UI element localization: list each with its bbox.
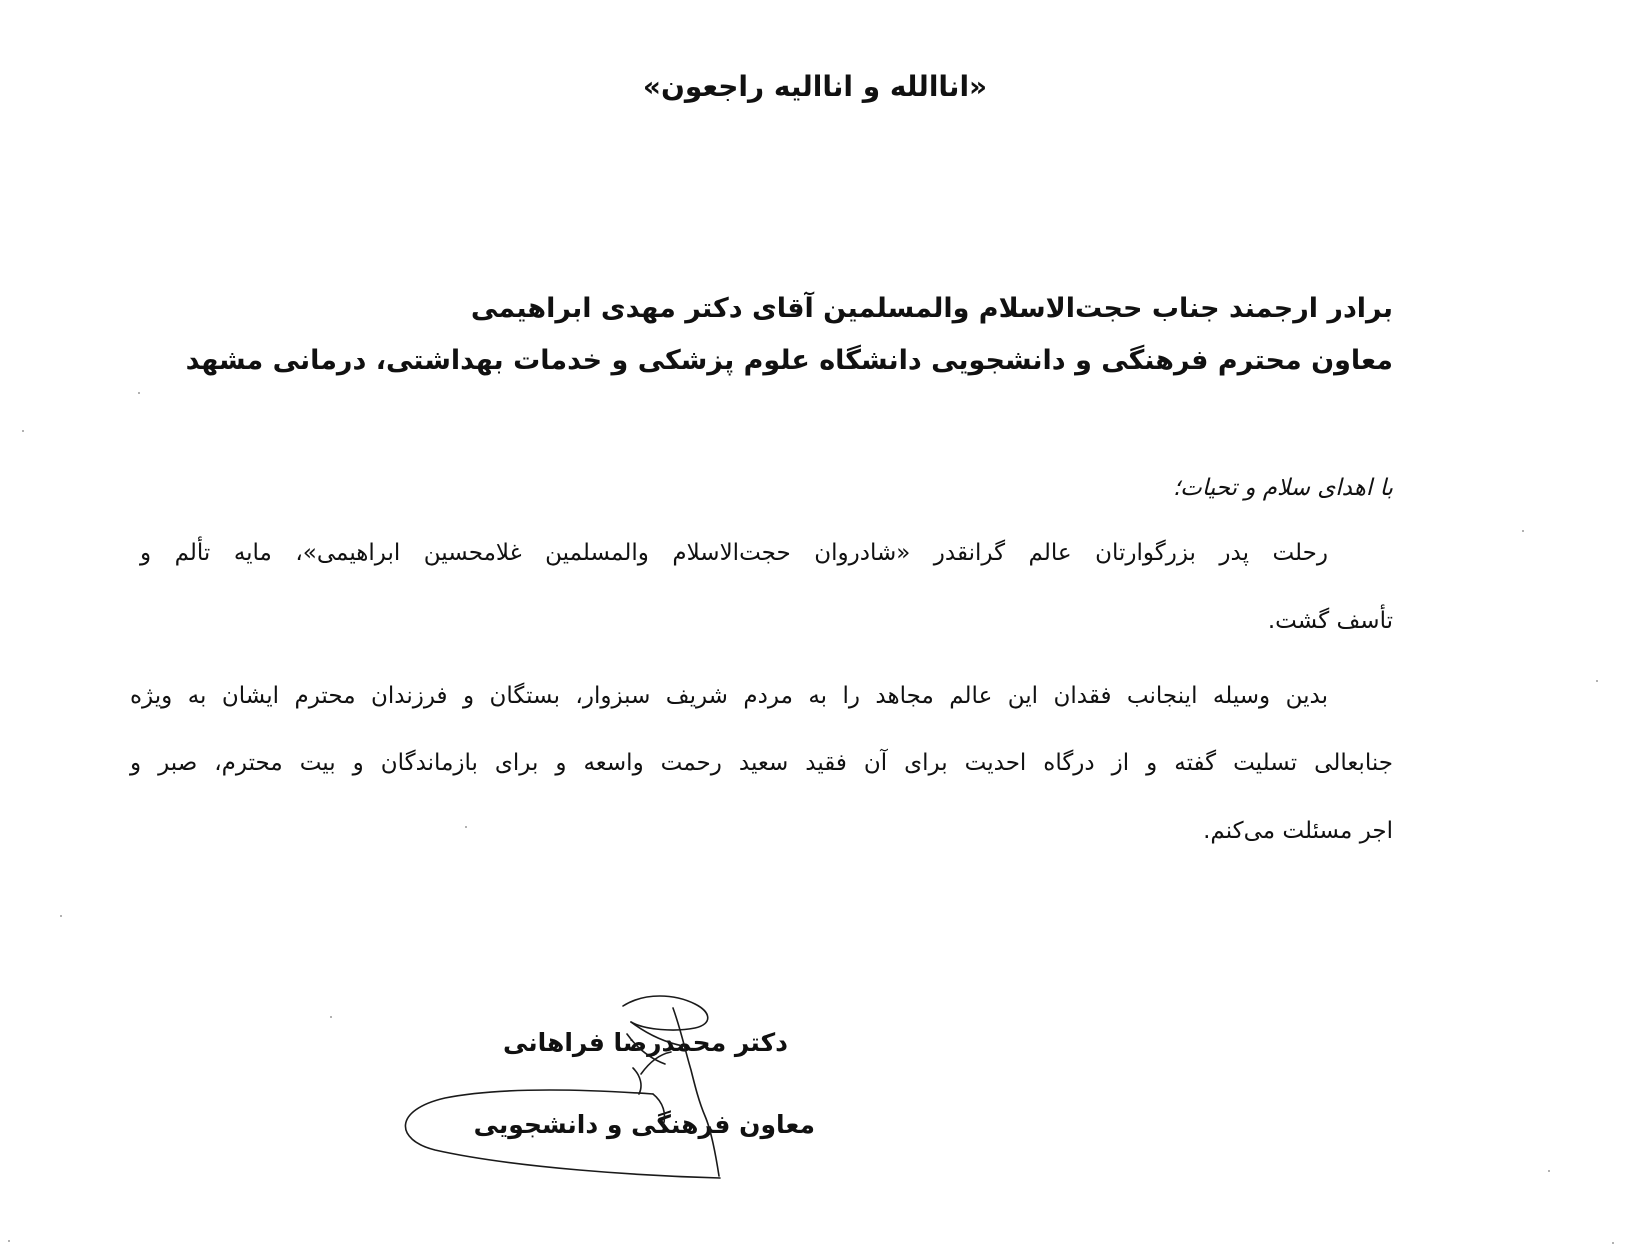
- paragraph-1-line-2: تأسف گشت.: [1267, 608, 1393, 634]
- religious-phrase-heading: «اناالله و اناالیه راجعون»: [642, 70, 988, 103]
- scan-speck: [138, 392, 140, 394]
- scan-speck: [1548, 1170, 1550, 1172]
- paragraph-1-line-1: رحلت پدر بزرگوارتان عالم گرانقدر «شادروان حجت‌الاسلام والمسلمین غلامحسین ابراهیمی»، مایه تألم و: [140, 540, 1328, 566]
- scan-speck: [1612, 1242, 1614, 1244]
- scan-speck: [60, 915, 62, 917]
- scan-speck: [22, 430, 24, 432]
- scan-speck: [465, 826, 467, 828]
- handwritten-signature: [395, 990, 815, 1190]
- paragraph-2-line-2: جنابعالی تسلیت گفته و از درگاه احدیت برای آن فقید سعید رحمت واسعه و برای بازماندگان و بیت محترم، صبر و: [130, 750, 1393, 776]
- addressee-line-1: برادر ارجمند جناب حجت‌الاسلام والمسلمین آقای دکتر مهدی ابراهیمی: [470, 293, 1393, 324]
- scan-speck: [330, 1016, 332, 1018]
- scan-speck: [1522, 530, 1524, 532]
- signatory-title: معاون فرهنگی و دانشجویی: [473, 1110, 815, 1139]
- scan-speck: [8, 1240, 10, 1242]
- signatory-name: دکتر محمدرضا فراهانی: [502, 1028, 788, 1057]
- paragraph-2-line-1: بدین وسیله اینجانب فقدان این عالم مجاهد را به مردم شریف سبزوار، بستگان و فرزندان محترم ایشان به ویژه: [130, 683, 1328, 709]
- paragraph-2-line-3: اجر مسئلت می‌کنم.: [1203, 818, 1393, 844]
- greeting-line: با اهدای سلام و تحیات؛: [1172, 475, 1393, 501]
- scan-speck: [1596, 680, 1598, 682]
- addressee-line-2: معاون محترم فرهنگی و دانشجویی دانشگاه علوم پزشکی و خدمات بهداشتی، درمانی مشهد: [185, 345, 1393, 376]
